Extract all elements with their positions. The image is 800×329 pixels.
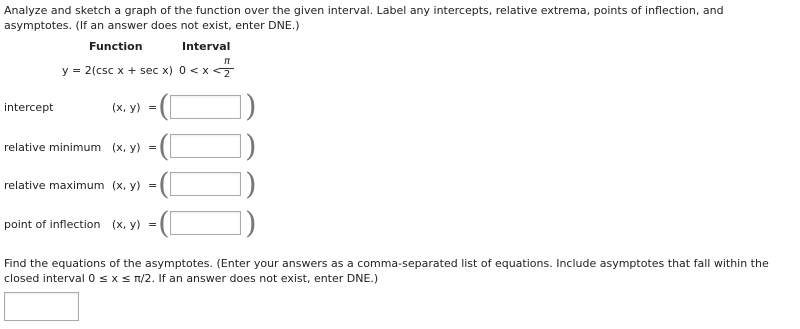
intercept-xy-label: (x, y) [112,101,141,114]
point-of-inflection-xy-label: (x, y) [112,218,141,231]
point-of-inflection-open-paren: ( [158,206,170,241]
relative-minimum-xy-label: (x, y) [112,141,141,154]
intercept-open-paren: ( [158,89,170,124]
intercept-close-paren: ) [245,89,257,124]
intercept-equals: = [148,101,158,114]
relative-maximum-xy-label: (x, y) [112,179,141,192]
interval-frac-numerator: π [220,56,234,69]
interval-frac-denominator: 2 [223,69,231,80]
function-header: Function [89,40,143,53]
relative-minimum-open-paren: ( [158,129,170,164]
point-of-inflection-input[interactable] [170,211,241,235]
asymptotes-instructions: Find the equations of the asymptotes. (Enter your answers as a comma-separated list of equations. Include asymptotes that fall within the closed interval 0 ≤ x ≤ π/2. If an answer does not exist, enter DNE.) [4,257,769,285]
relative-minimum-close-paren: ) [245,129,257,164]
relative-maximum-equals: = [148,179,158,192]
point-of-inflection-label: point of inflection [4,218,101,231]
intercept-label: intercept [4,101,54,114]
relative-minimum-input[interactable] [170,134,241,158]
relative-minimum-label: relative minimum [4,141,102,154]
point-of-inflection-equals: = [148,218,158,231]
point-of-inflection-close-paren: ) [245,206,257,241]
relative-minimum-equals: = [148,141,158,154]
relative-maximum-label: relative maximum [4,179,105,192]
instructions-text: Analyze and sketch a graph of the function over the given interval. Label any intercepts, relative extrema, points of inflection, and asymptotes. (If an answer does not exist, enter DNE.) [4,4,724,32]
relative-maximum-close-paren: ) [245,167,257,202]
intercept-input[interactable] [170,95,241,119]
interval-upper-bound [220,56,234,81]
interval-expression: 0 < x < [179,64,222,77]
relative-maximum-input[interactable] [170,172,241,196]
relative-maximum-open-paren: ( [158,167,170,202]
function-expression: y = 2(csc x + sec x) [62,64,173,77]
asymptotes-input[interactable] [4,292,79,321]
interval-header: Interval [182,40,231,53]
